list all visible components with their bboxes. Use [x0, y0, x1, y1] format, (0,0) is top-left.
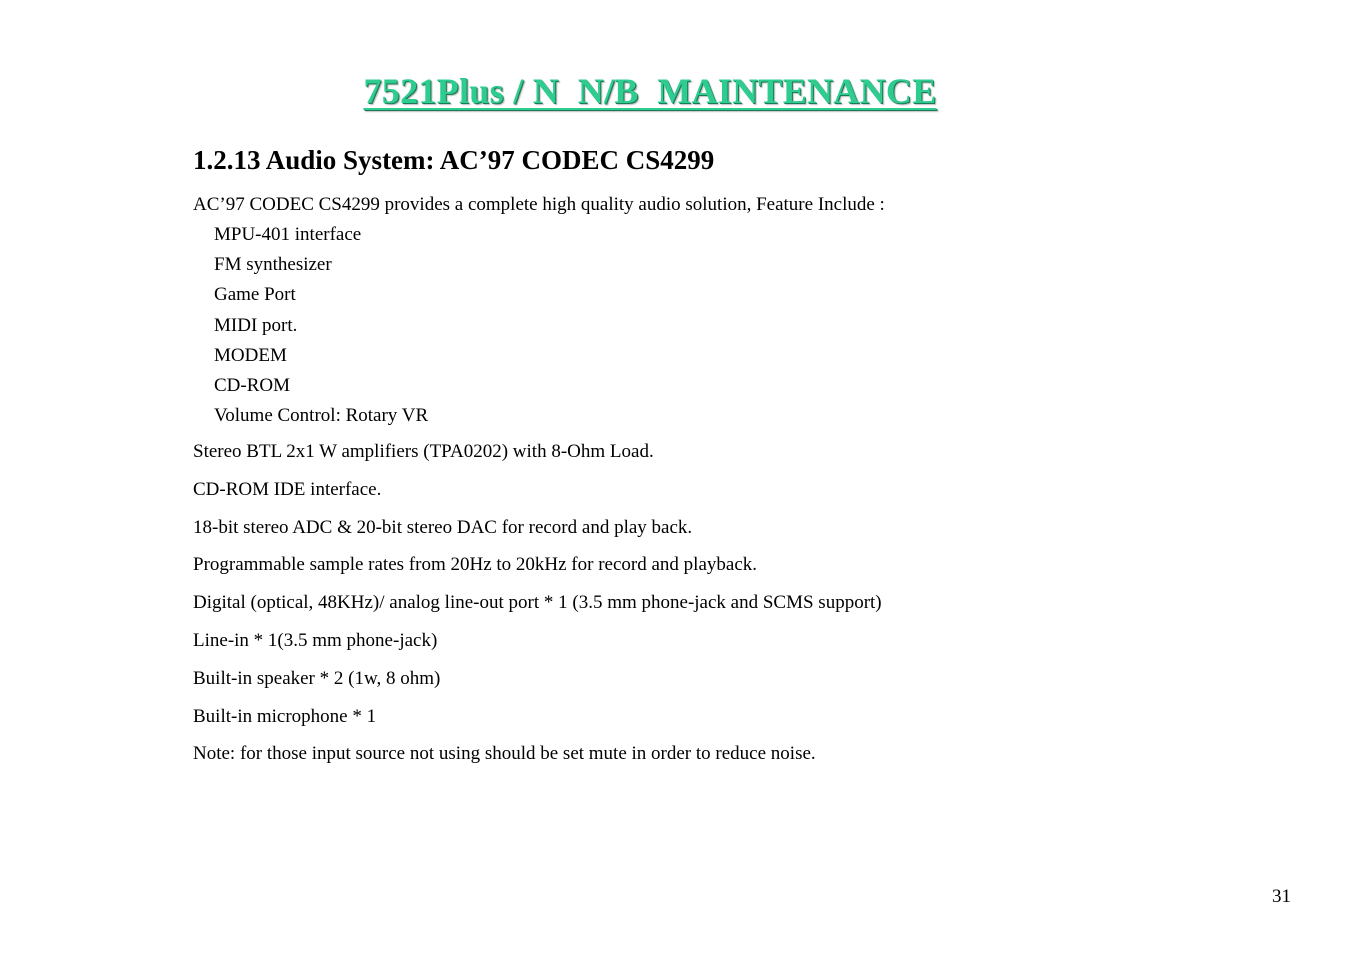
page-number: 31	[1272, 886, 1291, 907]
spec-item: CD-ROM IDE interface.	[193, 478, 382, 500]
feature-item: CD-ROM	[214, 374, 291, 396]
spec-item: Programmable sample rates from 20Hz to 20kHz for record and playback.	[193, 554, 757, 576]
spec-item: 18-bit stereo ADC & 20-bit stereo DAC for record and play back.	[193, 516, 693, 538]
document-title: 7521Plus / N N/B MAINTENANCE	[363, 71, 937, 111]
spec-list	[193, 438, 882, 778]
feature-item: FM synthesizer	[214, 254, 332, 276]
feature-item: Game Port	[214, 284, 296, 306]
feature-item: MPU-401 interface	[214, 224, 362, 245]
spec-item: Digital (optical, 48KHz)/ analog line-out port * 1 (3.5 mm phone-jack and SCMS support)	[193, 592, 882, 614]
spec-item: Built-in speaker * 2 (1w, 8 ohm)	[193, 667, 441, 689]
feature-item: MODEM	[214, 344, 287, 366]
feature-item: MIDI port.	[214, 314, 298, 336]
spec-item: Built-in microphone * 1	[193, 705, 377, 727]
spec-item: Stereo BTL 2x1 W amplifiers (TPA0202) with 8-Ohm Load.	[193, 441, 654, 462]
intro-paragraph: AC’97 CODEC CS4299 provides a complete high quality audio solution, Feature Include :	[193, 194, 885, 215]
feature-item: Volume Control: Rotary VR	[214, 405, 429, 427]
feature-list	[214, 221, 428, 432]
section-heading: 1.2.13 Audio System: AC’97 CODEC CS4299	[193, 145, 715, 175]
spec-item: Line-in * 1(3.5 mm phone-jack)	[193, 629, 438, 651]
spec-note: Note: for those input source not using should be set mute in order to reduce noise.	[193, 743, 816, 765]
